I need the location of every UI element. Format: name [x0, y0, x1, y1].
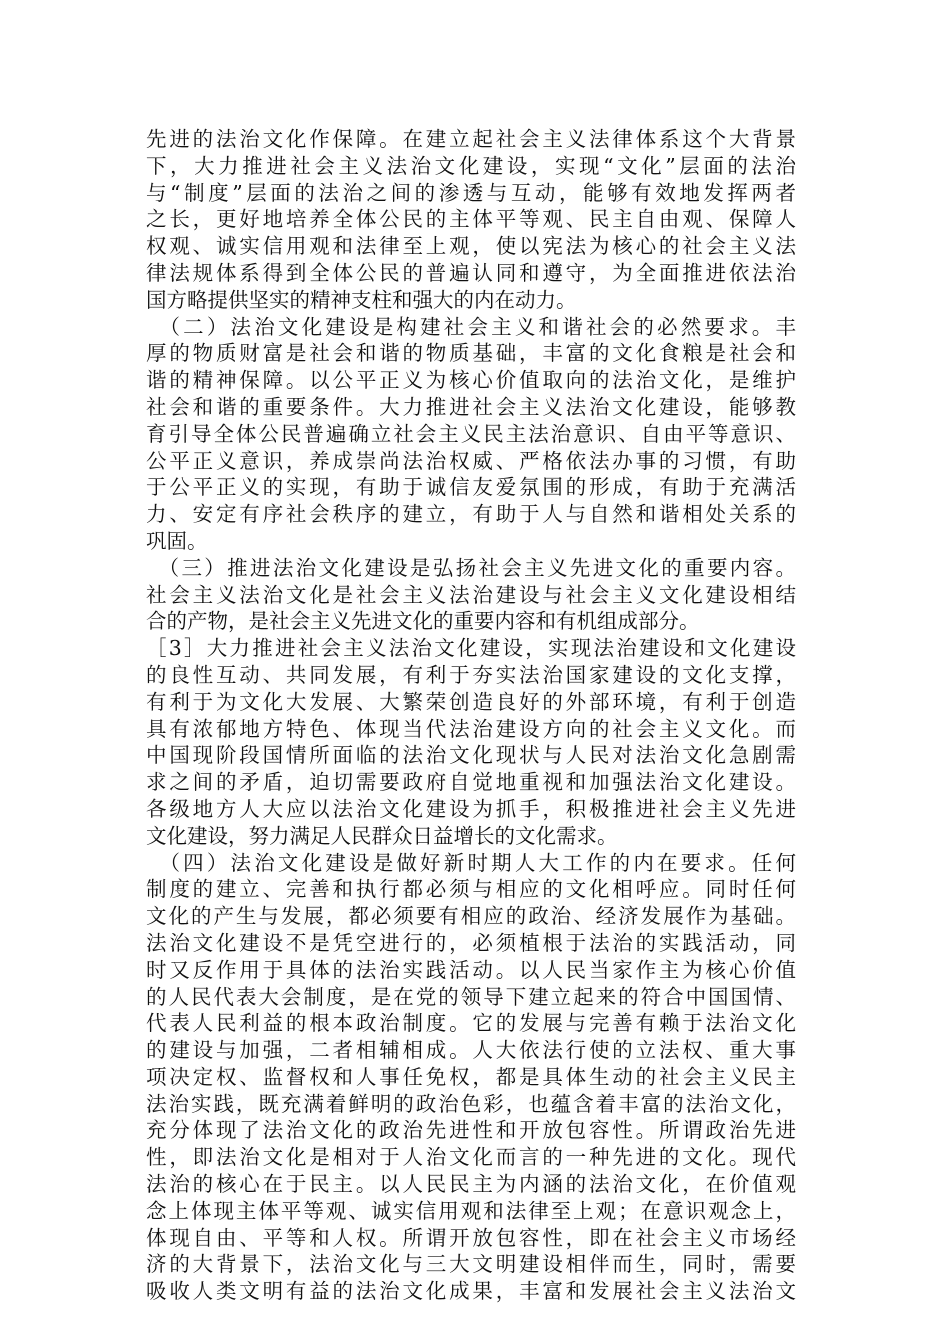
text-line: 制度的建立、完善和执行都必须与相应的文化相呼应。同时任何 — [146, 877, 796, 902]
text-line: 文化的产生与发展，都必须要有相应的政治、经济发展作为基础。 — [146, 904, 796, 929]
text-line: （四）法治文化建设是做好新时期人大工作的内在要求。任何 — [146, 850, 796, 875]
text-line: 吸收人类文明有益的法治文化成果，丰富和发展社会主义法治文 — [146, 1279, 796, 1304]
text-line: 的良性互动、共同发展，有利于夯实法治国家建设的文化支撑， — [146, 662, 796, 687]
text-line: 济的大背景下，法治文化与三大文明建设相伴而生，同时，需要 — [146, 1252, 796, 1277]
text-line: 法治的核心在于民主。以人民民主为内涵的法治文化，在价值观 — [146, 1172, 796, 1197]
text-line: 具有浓郁地方特色、体现当代法治建设方向的社会主义文化。而 — [146, 716, 796, 741]
text-line: 的建设与加强，二者相辅相成。人大依法行使的立法权、重大事 — [146, 1038, 796, 1063]
text-line: 性，即法治文化是相对于人治文化而言的一种先进的文化。现代 — [146, 1145, 796, 1170]
text-line: 求之间的矛盾，迫切需要政府自觉地重视和加强法治文化建设。 — [146, 770, 796, 795]
text-line: 育引导全体公民普遍确立社会主义民主法治意识、自由平等意识、 — [146, 421, 796, 446]
text-line: 中国现阶段国情所面临的法治文化现状与人民对法治文化急剧需 — [146, 743, 796, 768]
text-line: 的人民代表大会制度，是在党的领导下建立起来的符合中国国情、 — [146, 984, 796, 1009]
text-line: 下，大力推进社会主义法治文化建设，实现“文化”层面的法治 — [146, 153, 796, 178]
text-line: 法治实践，既充满着鲜明的政治色彩，也蕴含着丰富的法治文化， — [146, 1091, 796, 1116]
text-line: 之长，更好地培养全体公民的主体平等观、民主自由观、保障人 — [146, 207, 796, 232]
text-line: 合的产物，是社会主义先进文化的重要内容和有机组成部分。 — [146, 609, 700, 634]
text-line: 项决定权、监督权和人事任免权，都是具体生动的社会主义民主 — [146, 1064, 796, 1089]
text-line: 充分体现了法治文化的政治先进性和开放包容性。所谓政治先进 — [146, 1118, 796, 1143]
text-line: 与“制度”层面的法治之间的渗透与互动，能够有效地发挥两者 — [146, 180, 796, 205]
text-line: （二）法治文化建设是构建社会主义和谐社会的必然要求。丰 — [146, 314, 796, 339]
text-line: 国方略提供坚实的精神支柱和强大的内在动力。 — [146, 287, 577, 312]
text-line: 律法规体系得到全体公民的普遍认同和遵守，为全面推进依法治 — [146, 260, 796, 285]
text-line: 谐的精神保障。以公平正义为核心价值取向的法治文化，是维护 — [146, 368, 796, 393]
text-line: 念上体现主体平等观、诚实信用观和法律至上观；在意识观念上， — [146, 1198, 796, 1223]
text-line: 各级地方人大应以法治文化建设为抓手，积极推进社会主义先进 — [146, 796, 796, 821]
document-page — [146, 126, 796, 1305]
text-line: 代表人民利益的根本政治制度。它的发展与完善有赖于法治文化 — [146, 1011, 796, 1036]
text-line: 巩固。 — [146, 528, 208, 553]
text-line: 先进的法治文化作保障。在建立起社会主义法律体系这个大背景 — [146, 127, 796, 151]
text-line: 体现自由、平等和人权。所谓开放包容性，即在社会主义市场经 — [146, 1225, 796, 1250]
text-line: 于公平正义的实现，有助于诚信友爱氛围的形成，有助于充满活 — [146, 475, 796, 500]
text-line: 时又反作用于具体的法治实践活动。以人民当家作主为核心价值 — [146, 957, 796, 982]
text-line: 社会和谐的重要条件。大力推进社会主义法治文化建设，能够教 — [146, 394, 796, 419]
text-line: 公平正义意识，养成崇尚法治权威、严格依法办事的习惯，有助 — [146, 448, 796, 473]
text-line: 有利于为文化大发展、大繁荣创造良好的外部环境，有利于创造 — [146, 689, 796, 714]
text-line: 权观、诚实信用观和法律至上观，使以宪法为核心的社会主义法 — [146, 234, 796, 259]
text-line: 文化建设，努力满足人民群众日益增长的文化需求。 — [146, 823, 618, 848]
text-line: 厚的物质财富是社会和谐的物质基础，丰富的文化食粮是社会和 — [146, 341, 796, 366]
text-line: 社会主义法治文化是社会主义法治建设与社会主义文化建设相结 — [146, 582, 796, 607]
text-line: 力、安定有序社会秩序的建立，有助于人与自然和谐相处关系的 — [146, 502, 796, 527]
text-line: ［3］大力推进社会主义法治文化建设，实现法治建设和文化建设 — [146, 636, 796, 661]
text-line: 法治文化建设不是凭空进行的，必须植根于法治的实践活动，同 — [146, 930, 796, 955]
text-line: （三）推进法治文化建设是弘扬社会主义先进文化的重要内容。 — [146, 555, 796, 580]
